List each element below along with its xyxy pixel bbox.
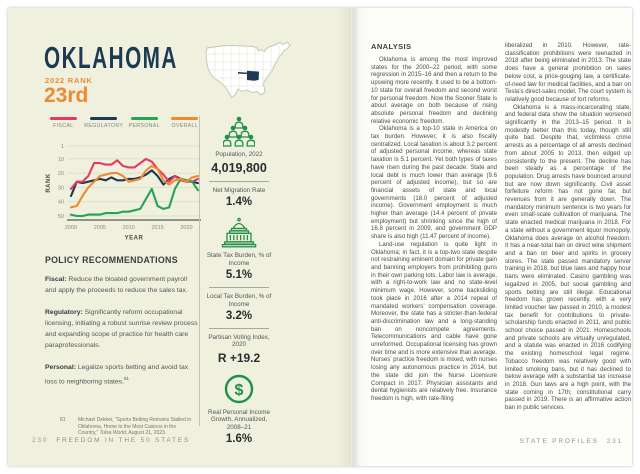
right-page-number: 231 <box>606 438 623 445</box>
right-page <box>351 8 632 466</box>
footnote <box>60 417 195 437</box>
stat-value: 1.4% <box>225 196 253 209</box>
svg-text:YEAR: YEAR <box>124 235 144 242</box>
population-icon <box>223 116 255 147</box>
footnote-reference: 81 <box>123 376 129 382</box>
footnote-number: 81 <box>60 417 66 423</box>
analysis-paragraph: Land-use regulation is quite light in Oklahoma; in fact, it is a top-two state despite not restraining eminent domain for private gain and banning employers from prohibiting guns in their own parking lots. Labor law is average, with a right-to-work law and no state-level minimum wage. However, some backsliding took place in 2016 after a 2014 repeal of mandated workers’ compensation coverage. Moreover, the state has a stricter-than-federal anti-discrimination law and a long-standing ban on noncompete agreements. Telecommunications and cable have gone unreformed. Occupational licensing has grown over time and is more extensive than average. Nurses’ practice freedom is mixed, with nurses losing any autonomous practice in 2014, but the state did join the Nurse Licensure Compact in 2017. Physician assistants and dental hygienists are relatively free. Insurance freedom is high, with rate-filing <box>371 240 497 402</box>
legend-item-fiscal <box>43 117 84 129</box>
stat-divider <box>209 181 269 182</box>
policy-regulatory: Regulatory: Significantly reform occupational licensing, initiating a robust sunrise review process and expanding scope of practice for health care paraprofessionals. <box>45 308 198 350</box>
legend-label: REGULATORY <box>84 122 124 129</box>
left-page <box>8 8 351 466</box>
policy-fiscal: Fiscal: Reduce the bloated government payroll and apply the proceeds to reduce the sales tax. <box>45 276 188 295</box>
legend-item-regulatory <box>84 117 125 129</box>
state-name-title: OKLAHOMA <box>44 41 178 75</box>
legend-item-personal <box>124 117 165 129</box>
legend-label: FISCAL <box>53 122 74 129</box>
left-page-footer <box>32 437 190 444</box>
footnote-source: Tulsa World <box>99 430 126 437</box>
svg-text:2010: 2010 <box>122 225 135 231</box>
svg-text:RANK: RANK <box>46 173 52 193</box>
analysis-column-1 <box>371 42 497 403</box>
dollar-icon <box>224 374 254 404</box>
svg-text:30: 30 <box>57 185 64 192</box>
stats-column <box>204 116 274 445</box>
rank-label: 2022 RANK <box>45 76 93 85</box>
analysis-paragraph: Oklahoma is a top-10 state in America on tax burden. However, it is also fiscally centralized. Local taxation is about 3.2 percent of adjusted personal income, whereas state taxation is 5.1 percent. Yet both types of taxes have risen during the past decade. State and local debt is much lower than average (9.6 percent of adjusted income), but so are financial assets of state and local governments (18.0 percent of adjusted income). Government employment is much higher than average (14.4 percent of private employment) but shrinking since the high of 16.8 percent in 2009, and government GDP share is also high (11.47 percent of income). <box>371 125 497 241</box>
book-title: FREEDOM IN THE 50 STATES <box>56 437 191 444</box>
stat-label: Partisan Voting Index, 2020 <box>208 334 270 349</box>
footnote-text: Michael Dekker, “Sports Betting Remains Stalled in Oklahoma, Home to the Most Casinos in the Country,” Tulsa World, August 21, 2023. <box>78 417 192 437</box>
policy-recommendations <box>45 255 198 398</box>
rank-history-chart <box>43 138 207 246</box>
column-divider <box>199 116 200 426</box>
stat-value: R +19.2 <box>217 351 261 366</box>
section-title: STATE PROFILES <box>519 438 599 445</box>
analysis-column-2 <box>505 42 631 412</box>
right-page-footer <box>520 438 623 445</box>
stat-value: 5.1% <box>225 269 253 282</box>
svg-text:2000: 2000 <box>64 225 78 231</box>
fiscal-swatch <box>50 117 77 120</box>
policy-recommendations-heading: POLICY RECOMMENDATIONS <box>45 255 178 265</box>
stat-label: Real Personal Income Growth, Annualized, 2008–21 <box>208 409 270 431</box>
svg-text:50: 50 <box>57 214 64 220</box>
svg-text:10: 10 <box>57 156 64 163</box>
regulatory-swatch <box>90 117 117 120</box>
legend-label: PERSONAL <box>128 122 160 129</box>
analysis-paragraph: liberalized in 2010. However, rate-classification prohibitions were reenacted in 2018 after being eliminated in 2013. The state does have a general prohibition on sales below cost, a price-gouging law, a certificate-of-need law for medical facilities, and a ban on Tesla’s direct-sales model. The court system is relatively good because of tort reforms. <box>505 42 631 103</box>
svg-text:2005: 2005 <box>93 225 106 231</box>
personal-swatch <box>131 117 158 120</box>
stat-label: Population, 2022 <box>215 151 263 158</box>
svg-text:20: 20 <box>57 171 64 178</box>
analysis-text-col1 <box>371 56 497 403</box>
svg-text:1: 1 <box>60 144 64 150</box>
stat-divider <box>209 328 269 329</box>
capitol-icon <box>221 217 257 248</box>
analysis-text-col2 <box>505 42 631 412</box>
rank-value: 23rd <box>44 84 89 107</box>
analysis-paragraph: Oklahoma is among the most improved states for the 2000–22 period, with some regression in 2015–16 and then a return to the upswing more recently. It used to be a bottom-10 state for overall freedom and second worst for personal freedom. Now the Sooner State is about average on both because of rising absolute personal freedom and declining relative economic freedom. <box>371 56 497 125</box>
stat-value: 3.2% <box>225 310 253 323</box>
svg-text:40: 40 <box>57 199 64 206</box>
svg-text:2015: 2015 <box>151 225 164 231</box>
chart-legend <box>43 117 205 129</box>
svg-text:$: $ <box>234 382 244 400</box>
stat-value: 4,019,800 <box>211 160 267 175</box>
stat-value: 1.6% <box>225 433 253 446</box>
us-map <box>200 39 306 101</box>
analysis-paragraph: Oklahoma is a mass-incarcerating state, and federal data show the situation worsened significantly in the 2013–15 period. It is modestly better than this today, though still quite bad. Despite that, victimless crime arrests as a percentage of all arrests declined from about 2005 to 2013, then edged up consistently to the present. The decline has been steady as a percentage of the population. Drug arrests have bounced around but are now down significantly. Civil asset forfeiture reform has not gone far, but revenues from it are generally down. The mandatory minimum sentence is two years for even small-scale cultivation of marijuana. The state enacted medical marijuana in 2018. For a state without a government liquor monopoly, Oklahoma does average on alcohol freedom. It has a near-total ban on direct wine shipment and a ban on beer and spirits in grocery stores. The state passed mandatory server training in 2018, but blue laws and happy hour bans were eliminated. Casino gambling was legalized in 2005, but social gambling and sports betting are still illegal. Educational freedom has grown recently, with a very limited voucher law passed in 2010, a modest tax benefit for contributions to private-scholarship funds enacted in 2011, and public school choice passed in 2021. Homeschools and private schools are virtually unregulated, and a statute was enacted in 2016 codifying the existing homeschool legal regime. Tobacco freedom was relatively good with limited smoking bans, but it has declined to below average with a substantial tax increase in 2018. Gun laws are a high point, with the state coming in 17th; constitutional carry passed in 2019. There is an affirmative action ban in public services. <box>505 103 631 412</box>
analysis-heading: ANALYSIS <box>371 42 412 51</box>
policy-personal: Personal: Legalize sports betting and avoid tax loss to neighboring states.$^{81}$ <box>45 363 189 386</box>
svg-text:2020: 2020 <box>180 225 193 231</box>
stat-label: State Tax Burden, % of Income <box>206 252 272 267</box>
book-spread <box>8 8 632 466</box>
overall-swatch <box>171 117 198 120</box>
stat-label: Local Tax Burden, % of Income <box>206 293 272 308</box>
left-page-number: 230 <box>32 437 49 444</box>
legend-label: OVERALL <box>171 122 199 129</box>
stat-label: Net Migration Rate <box>212 186 266 194</box>
stat-divider <box>209 287 269 288</box>
